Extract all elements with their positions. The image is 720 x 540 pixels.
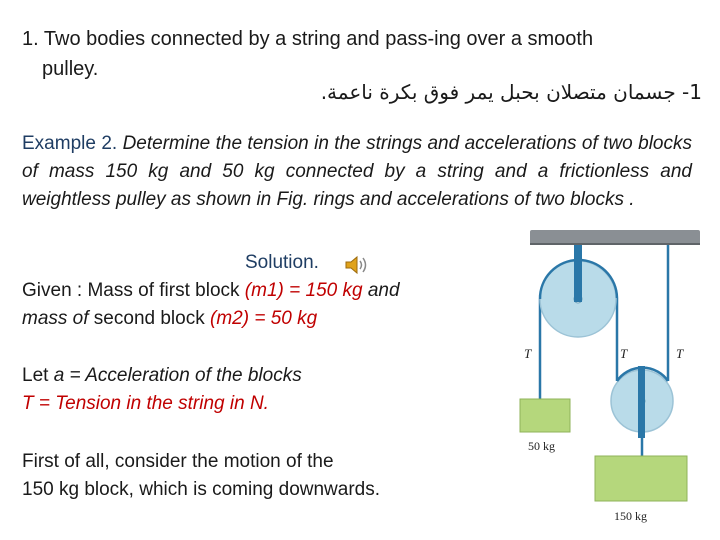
heading-line2: pulley. (42, 58, 99, 80)
heading-line1: Two bodies connected by a string and pass-ing over a smooth (43, 28, 594, 50)
pulley-figure (500, 226, 705, 530)
given-second: second block (88, 308, 210, 329)
let-paragraph (22, 362, 302, 418)
ceiling (530, 230, 700, 245)
tension-label-right: T (676, 346, 684, 361)
given-m2: (m2) = 50 kg (210, 308, 318, 329)
speaker-icon[interactable] (344, 254, 370, 276)
heading (22, 24, 593, 84)
upper-pulley-strap (574, 245, 582, 302)
block-50kg-label: 50 kg (528, 439, 555, 453)
example-text: Determine the tension in the strings and accelerations of two blocks of mass 150 kg and 50 kg connected by a string and a frictionless and weightless pulley as shown in Fig. rings and accelerations of two blocks . (22, 133, 692, 210)
given-prefix: Given : Mass of first block (22, 280, 245, 301)
tension-label-middle: T (620, 346, 628, 361)
tension-label-left: T (524, 346, 532, 361)
lower-pulley-strap (638, 366, 645, 438)
heading-number: 1. (22, 28, 39, 50)
solution-label: Solution. (245, 252, 319, 273)
let-tension: T = Tension in the string in N. (22, 393, 269, 414)
given-mass-of: mass of (22, 308, 89, 329)
given-paragraph (22, 277, 492, 333)
given-m1: (m1) = 150 kg (244, 280, 363, 301)
first-line2: 150 kg block, which is coming downwards. (22, 479, 381, 500)
let-acceleration: a = Acceleration of the blocks (53, 365, 302, 386)
block-150kg-label: 150 kg (614, 509, 647, 523)
arabic-heading: 1- جسمان متصلان بحبل يمر فوق بكرة ناعمة. (320, 80, 702, 104)
given-and: and (362, 280, 400, 301)
block-150kg (595, 456, 687, 501)
first-line1: First of all, consider the motion of the (22, 451, 334, 472)
block-50kg (520, 399, 570, 432)
let-prefix: Let (22, 365, 54, 386)
example-label: Example 2. (22, 133, 118, 154)
first-paragraph (22, 448, 492, 504)
example-paragraph (22, 130, 692, 214)
